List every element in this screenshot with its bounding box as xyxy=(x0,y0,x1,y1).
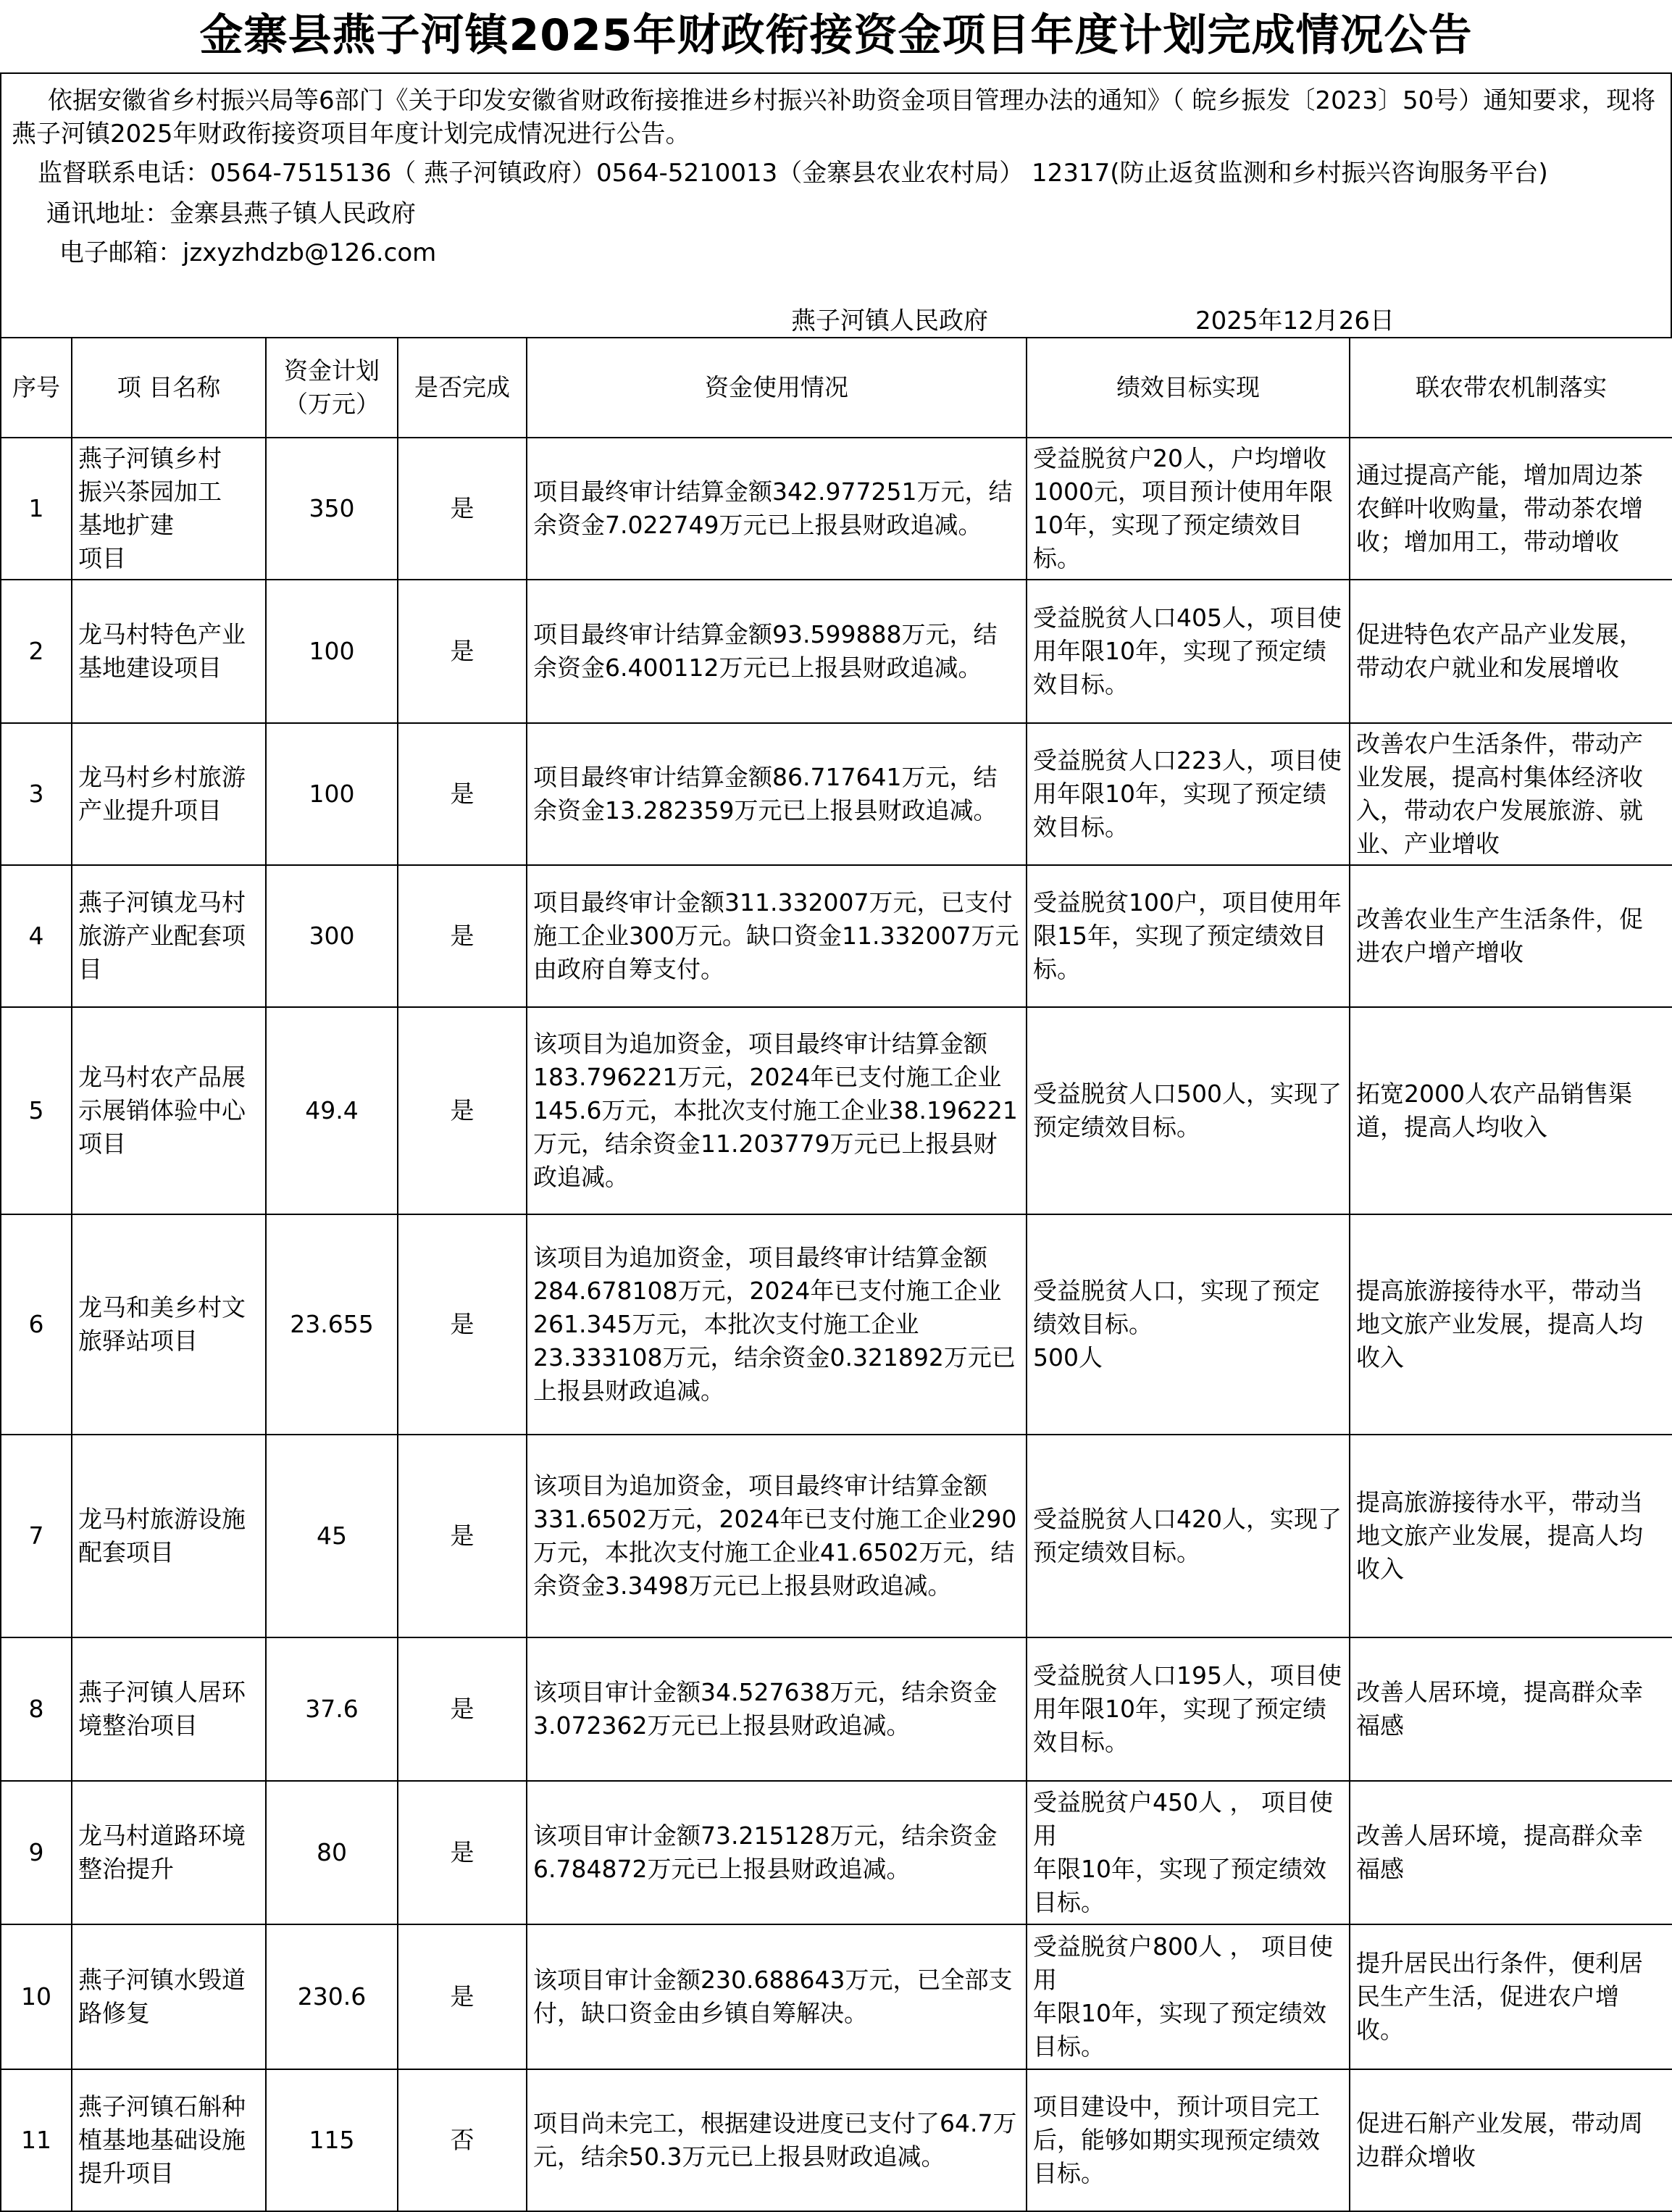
header-link: 联农带农机制落实 xyxy=(1350,338,1672,438)
cell-link: 拓宽2000人农产品销售渠道，提高人均收入 xyxy=(1350,1007,1672,1214)
cell-perf: 受益脱贫100户，项目使用年限15年，实现了预定绩效目标。 xyxy=(1027,865,1350,1007)
cell-fund: 80 xyxy=(266,1781,398,1924)
cell-link: 改善农户生活条件，带动产业发展，提高村集体经济收入，带动农户发展旅游、就业、产业增收 xyxy=(1350,723,1672,865)
cell-no: 9 xyxy=(1,1781,72,1924)
cell-no: 1 xyxy=(1,438,72,580)
cell-done: 是 xyxy=(398,1781,527,1924)
page-title: 金寨县燕子河镇2025年财政衔接资金项目年度计划完成情况公告 xyxy=(199,10,1473,61)
cell-name: 龙马村乡村旅游产业提升项目 xyxy=(72,723,266,865)
cell-no: 3 xyxy=(1,723,72,865)
cell-done: 是 xyxy=(398,1214,527,1435)
cell-name: 龙马村旅游设施配套项目 xyxy=(72,1435,266,1637)
cell-usage: 该项目审计金额73.215128万元，结余资金6.784872万元已上报县财政追减。 xyxy=(527,1781,1027,1924)
cell-perf: 受益脱贫户800人 ， 项目使用 年限10年，实现了预定绩效目标。 xyxy=(1027,1924,1350,2069)
cell-name: 燕子河镇石斛种植基地基础设施提升项目 xyxy=(72,2069,266,2211)
table-row xyxy=(1,865,1672,1007)
cell-link: 改善人居环境，提高群众幸福感 xyxy=(1350,1781,1672,1924)
cell-no: 11 xyxy=(1,2069,72,2211)
cell-perf: 受益脱贫人口420人，实现了预定绩效目标。 xyxy=(1027,1435,1350,1637)
table-row xyxy=(1,1924,1672,2069)
cell-name: 龙马村道路环境整治提升 xyxy=(72,1781,266,1924)
cell-fund: 45 xyxy=(266,1435,398,1637)
cell-link: 改善人居环境，提高群众幸福感 xyxy=(1350,1637,1672,1781)
cell-link: 提高旅游接待水平，带动当地文旅产业发展，提高人均收入 xyxy=(1350,1435,1672,1637)
intro-basis: 依据安徽省乡村振兴局等6部门《关于印发安徽省财政衔接推进乡村振兴补助资金项目管理办法的通知》（ 皖乡振发〔2023〕50号）通知要求，现将燕子河镇2025年财政衔接资项目年度计划完成情况进行公告。 xyxy=(12,86,1656,149)
table-row xyxy=(1,580,1672,723)
cell-no: 5 xyxy=(1,1007,72,1214)
cell-no: 4 xyxy=(1,865,72,1007)
cell-usage: 项目最终审计结算金额342.977251万元，结余资金7.022749万元已上报县财政追减。 xyxy=(527,438,1027,580)
cell-done: 是 xyxy=(398,723,527,865)
cell-fund: 300 xyxy=(266,865,398,1007)
header-usage: 资金使用情况 xyxy=(527,338,1027,438)
cell-no: 7 xyxy=(1,1435,72,1637)
cell-perf: 受益脱贫人口，实现了预定绩效目标。 500人 xyxy=(1027,1214,1350,1435)
cell-fund: 100 xyxy=(266,580,398,723)
intro-section xyxy=(0,72,1672,337)
cell-fund: 49.4 xyxy=(266,1007,398,1214)
cell-no: 8 xyxy=(1,1637,72,1781)
cell-done: 是 xyxy=(398,580,527,723)
cell-fund: 23.655 xyxy=(266,1214,398,1435)
cell-perf: 受益脱贫户20人，户均增收1000元，项目预计使用年限10年，实现了预定绩效目标。 xyxy=(1027,438,1350,580)
cell-done: 是 xyxy=(398,1637,527,1781)
cell-name: 燕子河镇龙马村旅游产业配套项目 xyxy=(72,865,266,1007)
cell-perf: 受益脱贫人口195人，项目使用年限10年，实现了预定绩效目标。 xyxy=(1027,1637,1350,1781)
cell-usage: 项目最终审计结算金额86.717641万元，结余资金13.282359万元已上报县财政追减。 xyxy=(527,723,1027,865)
cell-perf: 受益脱贫人口405人，项目使 用年限10年，实现了预定绩效目标。 xyxy=(1027,580,1350,723)
table-row xyxy=(1,1435,1672,1637)
cell-usage: 该项目为追加资金，项目最终审计结算金额183.796221万元，2024年已支付施工企业145.6万元，本批次支付施工企业38.196221万元，结余资金11.203779万元已上报县财政追减。 xyxy=(527,1007,1027,1214)
sign-date: 2025年12月26日 xyxy=(1195,306,1395,335)
table-header-row xyxy=(1,338,1672,438)
cell-perf: 受益脱贫人口223人，项目使 用年限10年，实现了预定绩效目标。 xyxy=(1027,723,1350,865)
cell-usage: 该项目审计金额34.527638万元，结余资金3.072362万元已上报县财政追减。 xyxy=(527,1637,1027,1781)
cell-no: 2 xyxy=(1,580,72,723)
intro-email: 电子邮箱：jzxyzhdzb@126.com xyxy=(59,238,437,267)
header-perf: 绩效目标实现 xyxy=(1027,338,1350,438)
cell-done: 是 xyxy=(398,1435,527,1637)
cell-done: 否 xyxy=(398,2069,527,2211)
cell-done: 是 xyxy=(398,1007,527,1214)
cell-usage: 该项目为追加资金，项目最终审计结算金额284.678108万元，2024年已支付施工企业261.345万元，本批次支付施工企业23.333108万元，结余资金0.321892万元已上报县财政追减。 xyxy=(527,1214,1027,1435)
cell-no: 10 xyxy=(1,1924,72,2069)
cell-done: 是 xyxy=(398,865,527,1007)
cell-done: 是 xyxy=(398,438,527,580)
signer: 燕子河镇人民政府 xyxy=(791,306,988,335)
cell-fund: 115 xyxy=(266,2069,398,2211)
intro-phone: 监督联系电话：0564-7515136（ 燕子河镇政府）0564-5210013（金寨县农业农村局） 12317(防止返贫监测和乡村振兴咨询服务平台) xyxy=(38,159,1548,188)
cell-done: 是 xyxy=(398,1924,527,2069)
cell-name: 龙马村特色产业基地建设项目 xyxy=(72,580,266,723)
cell-link: 改善农业生产生活条件，促进农户增产增收 xyxy=(1350,865,1672,1007)
cell-perf: 受益脱贫户450人 ， 项目使用 年限10年，实现了预定绩效目标。 xyxy=(1027,1781,1350,1924)
cell-link: 促进石斛产业发展，带动周边群众增收 xyxy=(1350,2069,1672,2211)
cell-usage: 项目尚未完工，根据建设进度已支付了64.7万元，结余50.3万元已上报县财政追减。 xyxy=(527,2069,1027,2211)
cell-usage: 该项目为追加资金，项目最终审计结算金额331.6502万元，2024年已支付施工企业290万元，本批次支付施工企业41.6502万元，结余资金3.3498万元已上报县财政追减。 xyxy=(527,1435,1027,1637)
table-row xyxy=(1,438,1672,580)
cell-perf: 受益脱贫人口500人，实现了预定绩效目标。 xyxy=(1027,1007,1350,1214)
table-row xyxy=(1,1007,1672,1214)
cell-usage: 该项目审计金额230.688643万元，已全部支付，缺口资金由乡镇自筹解决。 xyxy=(527,1924,1027,2069)
cell-name: 燕子河镇人居环境整治项目 xyxy=(72,1637,266,1781)
table-row xyxy=(1,2069,1672,2211)
header-done: 是否完成 xyxy=(398,338,527,438)
header-fund: 资金计划 （万元） xyxy=(266,338,398,438)
cell-name: 燕子河镇乡村 振兴茶园加工 基地扩建 项目 xyxy=(72,438,266,580)
cell-fund: 230.6 xyxy=(266,1924,398,2069)
cell-link: 通过提高产能，增加周边茶农鲜叶收购量，带动茶农增收；增加用工，带动增收 xyxy=(1350,438,1672,580)
project-table xyxy=(0,337,1672,2212)
cell-link: 提高旅游接待水平，带动当地文旅产业发展，提高人均收入 xyxy=(1350,1214,1672,1435)
table-row xyxy=(1,1214,1672,1435)
cell-fund: 37.6 xyxy=(266,1637,398,1781)
cell-perf: 项目建设中，预计项目完工后，能够如期实现预定绩效目标。 xyxy=(1027,2069,1350,2211)
table-row xyxy=(1,1781,1672,1924)
cell-fund: 350 xyxy=(266,438,398,580)
header-name: 项 目名称 xyxy=(72,338,266,438)
table-row xyxy=(1,723,1672,865)
cell-usage: 项目最终审计金额311.332007万元，已支付施工企业300万元。缺口资金11.332007万元由政府自筹支付。 xyxy=(527,865,1027,1007)
header-no: 序号 xyxy=(1,338,72,438)
cell-no: 6 xyxy=(1,1214,72,1435)
cell-name: 燕子河镇水毁道路修复 xyxy=(72,1924,266,2069)
cell-link: 提升居民出行条件，便利居民生产生活，促进农户增收。 xyxy=(1350,1924,1672,2069)
cell-link: 促进特色农产品产业发展，带动农户就业和发展增收 xyxy=(1350,580,1672,723)
cell-name: 龙马村农产品展示展销体验中心项目 xyxy=(72,1007,266,1214)
cell-fund: 100 xyxy=(266,723,398,865)
cell-name: 龙马和美乡村文旅驿站项目 xyxy=(72,1214,266,1435)
intro-address: 通讯地址：金寨县燕子镇人民政府 xyxy=(46,199,416,228)
table-row xyxy=(1,1637,1672,1781)
cell-usage: 项目最终审计结算金额93.599888万元，结余资金6.400112万元已上报县财政追减。 xyxy=(527,580,1027,723)
